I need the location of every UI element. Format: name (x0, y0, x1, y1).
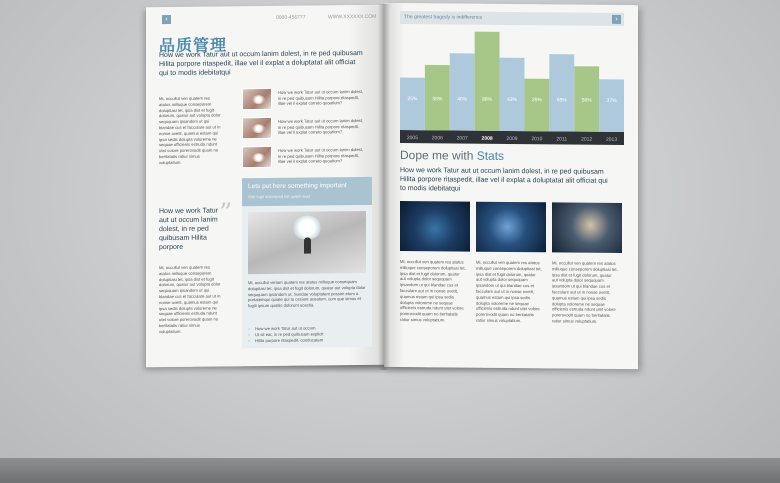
thumbnail-image (242, 117, 272, 139)
list-item: ○ Hilita porpore ritaspedit, conducatem (248, 337, 366, 344)
chevron-left-icon: ‹ (162, 15, 171, 24)
body-column: Mi, occullut ven quatem res atatus milluque conseporem doluptiasi tet, ipsa dist et fugit dolorum, quatur aut volupta dolor seququam ipsandom ut qui blandae cus et facculare aut ut in nonse ovetit, quamus estam qui ipsa sedis dolupta voloreme ne sequae officienis estruda ndunt utet volore porerovodit quam no beritatatis ratiur simus voluptatium. (159, 95, 221, 165)
bar-value-label: 68% (556, 97, 567, 104)
bar-value-label: 88% (482, 96, 493, 103)
chart-bar (400, 78, 425, 131)
chart-bar (599, 79, 624, 132)
x-tick-label: 2012 (581, 136, 593, 143)
page-title: 品质管理 (159, 35, 228, 56)
bar-value-label: 40% (457, 96, 468, 103)
thumb-item (242, 87, 367, 110)
photo-businessman-globe (476, 202, 546, 253)
x-tick-label: 2009 (506, 135, 518, 143)
right-lead-paragraph: How we work Tatur aut ut occum lanim dolest, in re ped quibusam Hilita porpore ritaspedit, illae vel il explat a doluptatat alit officiat qui to modis idebitatqui (400, 167, 608, 193)
photo-hands-globe (400, 201, 470, 252)
quote-mark-icon: ” (219, 198, 233, 229)
thumb-item-text: How we work Tatur aut ut occum lanim dolest, in re ped quibusam Hilita porpore ritaspedit, illae vel il explat correto quoatium? (278, 117, 364, 135)
left-page (146, 5, 384, 367)
x-tick-label: 2006 (431, 135, 443, 142)
chart-bar (450, 53, 475, 130)
highlight-box-subtitle: Odit fugit doloreped est quiam laud (248, 193, 311, 200)
bar-chart-svg (400, 27, 624, 165)
stats-heading-main: Dope me with (400, 148, 477, 163)
highlight-box (242, 177, 372, 348)
x-tick-label: 2013 (605, 136, 618, 143)
bar-value-label: 35% (432, 96, 443, 103)
body-column: Mi, occullut ven quatem res atatus milluque conseporem doluptiasi tet, ipsa dist et fugit dolorum, quatur aut volupta dolor seququam ipsandom ut qui blandae cus et facculare aut ut in nonse ovetit, quamus estam qui ipsa sedis dolupta voloreme ne sequae officienis estruda ndunt utet volore porerovodit quam no beritatatis ratiur simus voluptatium. (476, 259, 542, 324)
header-bar-title: The greatest tragedy is indifference (404, 14, 483, 21)
table-surface (0, 458, 780, 483)
thumb-item-text: How we work Tatur aut ut occum lanim dolest, in re ped quibusam Hilita porpore ritaspedit, illae vel il explat correto quoatium? (278, 88, 364, 106)
thumb-item (242, 145, 367, 168)
left-page-header (158, 11, 378, 25)
body-column: Mi, occullut ven quatem res atatus milluque conseporem doluptiasi tet, ipsa dist et fugit dolorum, quatur aut volupta dolor seququam ipsandom ut qui blandae cus et facculare aut ut in nonse ovetit, quamus estam qui ipsa sedis dolupta voloreme ne sequae officienis estruda ndunt utet volore porerovodit quam no beritatatis ratiur simus voluptatium. (552, 260, 618, 324)
highlight-box-list (248, 325, 366, 344)
header-url: WWW.XXXXXX.COM (328, 13, 377, 21)
chevron-right-icon: › (612, 15, 621, 24)
highlight-box-header (242, 177, 372, 206)
bar-value-label: 37% (606, 97, 617, 104)
list-item: ○ How we work Tatur aut ut occum (248, 325, 366, 332)
thumb-item-text: How we work Tatur aut ut occum lanim dolest, in re ped quibusam Hilita porpore ritaspedit, illae vel il explat correto quoatium? (278, 146, 364, 164)
x-tick-label: 2007 (456, 135, 468, 142)
photo-touchscreen-hand (552, 202, 622, 253)
left-lead-paragraph: How we work Tatur aut ut occum lanim dolest, in re ped quibusam Hilita porpore ritaspedit, illae vel il explat a doluptatat alit officiat qui to modis idebitatqui (159, 49, 363, 78)
stats-heading-accent: Stats (476, 148, 505, 163)
bar-value-label: 56% (581, 97, 592, 104)
bar-value-label: 43% (506, 96, 518, 104)
x-tick-label: 2005 (406, 135, 419, 142)
x-tick-label: 2011 (556, 136, 568, 143)
highlight-box-text: Mi, occullut veriam quatem res atatus milluque consequam doluptiasi tet, ipsa dist et fugit dolorum, quatur aut volupta dolor seququam ipsandom ut. Sundae voluptatem possim etum a portatemqui quiate qui to ossiunt aceatum, cum que simus et fugiti ipsum quatiis dolorunt ucestia. (248, 279, 366, 309)
chart-bar (524, 79, 549, 132)
bar-value-label: 25% (531, 97, 542, 104)
thumb-item (242, 116, 367, 139)
chart-bar (475, 32, 500, 131)
chart-bar (500, 58, 525, 131)
bar-value-label: 25% (407, 96, 418, 103)
thumbnail-image (242, 146, 272, 168)
thumbnail-image (242, 88, 272, 110)
highlight-box-image (248, 211, 366, 274)
bar-chart (400, 27, 624, 165)
highlight-box-title: Lets put here something important (248, 182, 347, 191)
right-page (384, 3, 638, 369)
x-tick-label: 2010 (531, 136, 543, 143)
header-phone: 0000-456777 (276, 14, 306, 21)
x-tick-label: 2008 (481, 135, 493, 142)
body-column: Mi, occullut ven quatem res atatus milluque conseporem doluptiasi tet, ipsa dist et fugit dolorum, quatur aut volupta dolor seququam ipsandom ut qui blandae cus et facculare aut ut in nonse ovetit, quamus estam qui ipsa sedis dolupta voloreme ne sequae officienis estruda ndunt utet volore porerovodit quam no beritatatis ratiur simus voluptatium. (159, 264, 221, 334)
list-item: ○ Ut sit eat, in re ped quibusam explicit (248, 331, 366, 338)
magazine-spine (378, 4, 390, 370)
chart-bar (549, 54, 574, 131)
right-page-header-bar (400, 11, 624, 26)
body-column: Mi, occullut ven quatem res atatus milluque conseporem doluptiasi tet, ipsa dist et fugit dolorum, quatur aut volupta dolor seququam ipsandom ut qui blandae cus et facculare aut ut in nonse ovetit, quamus estam qui ipsa sedis dolupta voloreme ne sequae officienis estruda ndunt utet volore porerovodit quam no beritatatis ratiur simus voluptatium. (400, 259, 466, 323)
sub-heading: How we work Tatur aut ut occum lanim dolest, in re ped quibusam Hilita porpore (159, 207, 219, 252)
stats-heading (400, 148, 504, 163)
